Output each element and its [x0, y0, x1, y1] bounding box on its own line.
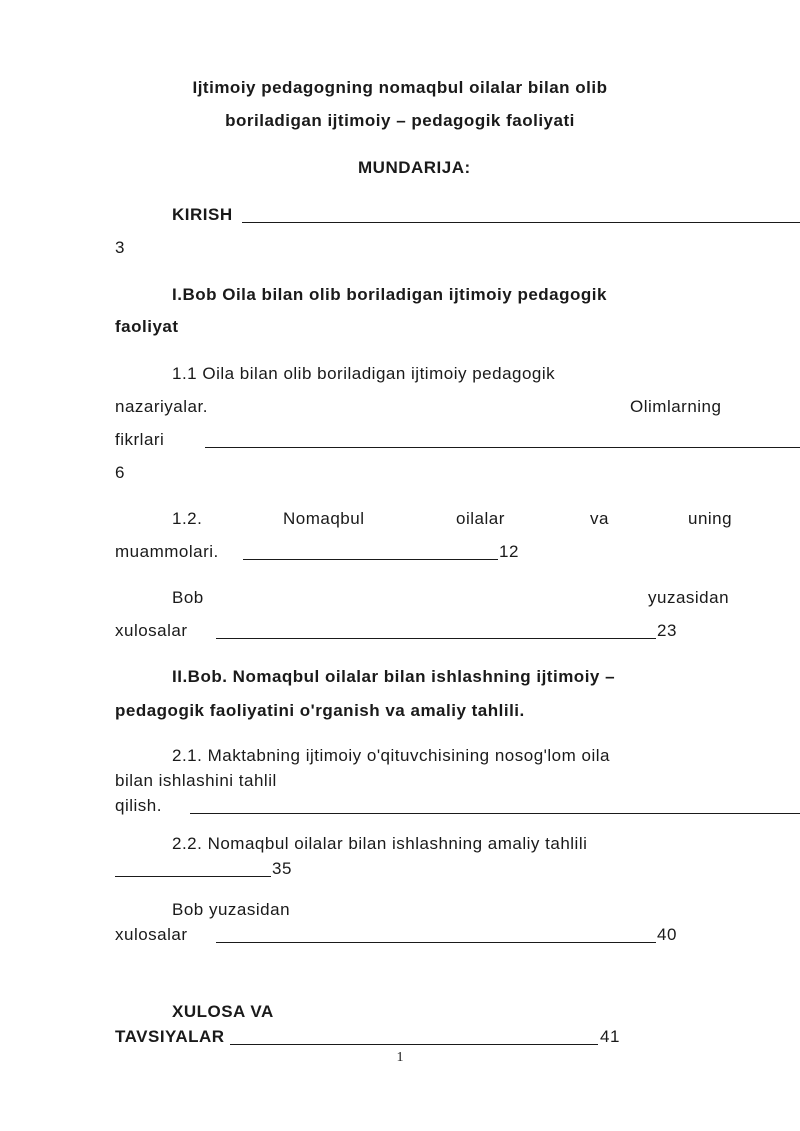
toc-section-2-1-cont-a: bilan ishlashini tahlil — [115, 771, 277, 790]
toc-chapter-1-conclusion-cont: xulosalar — [115, 621, 188, 640]
toc-page-xulosa: 41 — [600, 1027, 620, 1046]
toc-section-1-2-w4: uning — [688, 509, 733, 528]
toc-leader-line — [242, 222, 800, 223]
toc-chapter-2-cont: pedagogik faoliyatini o'rganish va amaliy tahlili. — [115, 701, 525, 720]
toc-leader-line — [230, 1044, 598, 1045]
toc-section-2-1-cont-b: qilish. — [115, 796, 162, 815]
toc-section-2-2[interactable]: 2.2. Nomaqbul oilalar bilan ishlashning amaliy tahlili — [172, 834, 588, 853]
toc-page-bob2-conclusion: 40 — [657, 925, 677, 944]
toc-chapter-1-conclusion-w1[interactable]: Bob — [172, 588, 204, 607]
toc-section-1-1-cont-a: nazariyalar. — [115, 397, 208, 416]
toc-entry-xulosa-cont: TAVSIYALAR — [115, 1027, 225, 1046]
toc-section-1-1-cont-c: fikrlari — [115, 430, 165, 449]
document-title-line-1: Ijtimoiy pedagogning nomaqbul oilalar bilan olib — [192, 78, 608, 97]
toc-page-bob1-conclusion: 23 — [657, 621, 677, 640]
toc-section-1-2-w2: oilalar — [456, 509, 505, 528]
toc-leader-line — [216, 942, 656, 943]
toc-page-1-2: 12 — [499, 542, 519, 561]
toc-leader-line — [243, 559, 498, 560]
page-number: 1 — [396, 1050, 404, 1065]
toc-chapter-2[interactable]: II.Bob. Nomaqbul oilalar bilan ishlashning ijtimoiy – — [172, 667, 616, 686]
toc-section-1-2-w1: Nomaqbul — [283, 509, 365, 528]
toc-section-1-1-cont-b: Olimlarning — [630, 397, 722, 416]
toc-section-1-1[interactable]: 1.1 Oila bilan olib boriladigan ijtimoiy pedagogik — [172, 364, 556, 383]
toc-chapter-1-conclusion-w2: yuzasidan — [648, 588, 730, 607]
toc-page-kirish: 3 — [115, 238, 125, 257]
toc-entry-xulosa[interactable]: XULOSA VA — [172, 1002, 274, 1021]
toc-chapter-1-cont: faoliyat — [115, 317, 179, 336]
toc-leader-line — [115, 876, 271, 877]
toc-leader-line — [205, 447, 800, 448]
document-title-line-2: boriladigan ijtimoiy – pedagogik faoliyati — [225, 111, 575, 130]
toc-leader-line — [190, 813, 800, 814]
toc-chapter-1[interactable]: I.Bob Oila bilan olib boriladigan ijtimoiy pedagogik — [172, 285, 607, 304]
toc-section-1-2-num[interactable]: 1.2. — [172, 509, 203, 528]
toc-section-1-2-cont: muammolari. — [115, 542, 219, 561]
toc-heading: MUNDARIJA: — [358, 158, 471, 177]
toc-chapter-2-conclusion-cont: xulosalar — [115, 925, 188, 944]
toc-leader-line — [216, 638, 656, 639]
toc-chapter-2-conclusion[interactable]: Bob yuzasidan — [172, 900, 291, 919]
toc-page-1-1: 6 — [115, 463, 125, 482]
toc-section-2-1[interactable]: 2.1. Maktabning ijtimoiy o'qituvchisining nosog'lom oila — [172, 746, 610, 765]
toc-section-1-2-w3: va — [590, 509, 609, 528]
toc-entry-kirish[interactable]: KIRISH — [172, 205, 233, 224]
toc-page-2-2: 35 — [272, 859, 292, 878]
